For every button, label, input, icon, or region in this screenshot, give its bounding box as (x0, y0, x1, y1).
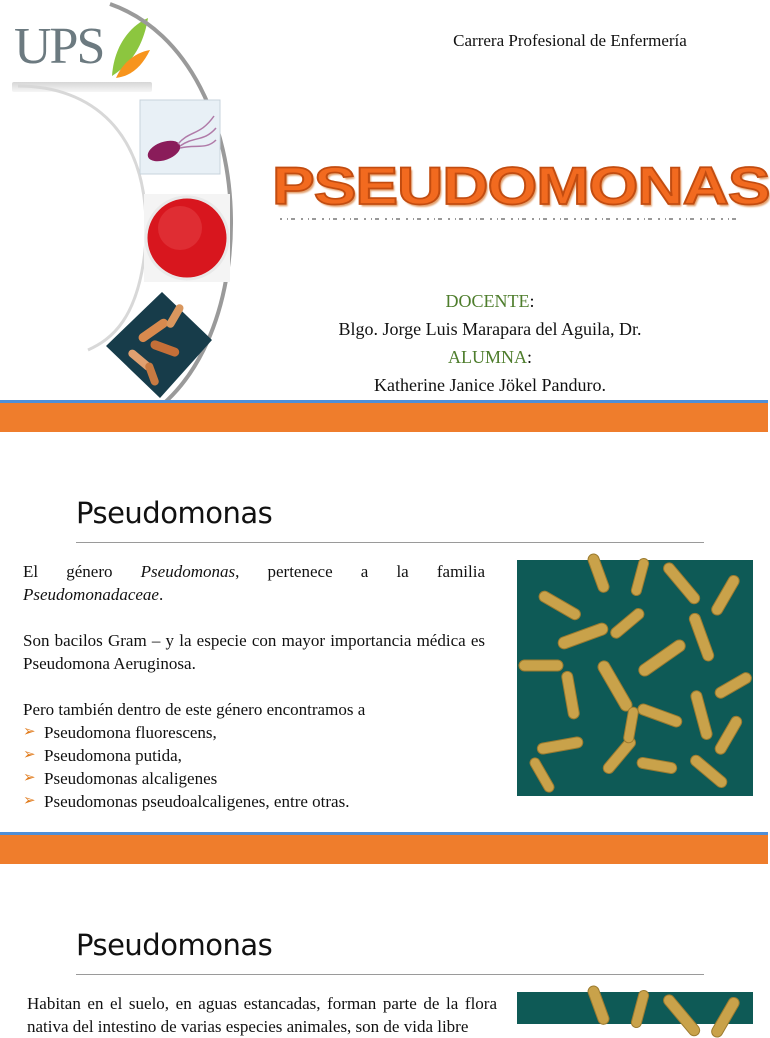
slide-heading: Pseudomonas (76, 928, 273, 962)
arrow-bullet-icon: ➢ (23, 770, 36, 786)
bacterium-flagella-image (140, 100, 220, 174)
list-item: ➢ Pseudomonas alcaligenes (23, 769, 218, 788)
decorative-arc (0, 0, 260, 432)
arrow-bullet-icon: ➢ (23, 747, 36, 763)
slide-heading: Pseudomonas (76, 496, 273, 530)
species-list (23, 721, 485, 813)
paragraph-gram: Son bacilos Gram – y la especie con mayor importancia médica es Pseudomona Aeruginosa. (23, 631, 485, 673)
docente-line: DOCENTE: (445, 291, 535, 311)
list-item: ➢ Pseudomonas pseudoalcaligenes, entre otras. (23, 792, 350, 811)
footer-orange-band (0, 835, 768, 864)
heading-rule (76, 542, 704, 543)
alumna-line: ALUMNA: (447, 347, 532, 367)
pseudomonas-micrograph (517, 560, 753, 796)
list-item: ➢ Pseudomona fluorescens, (23, 723, 217, 742)
alumna-name: Katherine Janice Jökel Panduro. (374, 375, 606, 395)
docente-label: DOCENTE (445, 291, 530, 311)
heading-rule (76, 974, 704, 975)
pseudomonas-micrograph (517, 992, 753, 1024)
paragraph-family: El género Pseudomonas, pertenece a la familia Pseudomonadaceae. (23, 562, 486, 604)
main-title: PSEUDOMONAS (272, 156, 770, 216)
list-item: ➢ Pseudomona putida, (23, 746, 182, 765)
arrow-bullet-icon: ➢ (23, 724, 36, 740)
slide-body (23, 560, 485, 813)
title-underline-decoration (280, 214, 740, 224)
career-label: Carrera Profesional de Enfermería (453, 31, 687, 50)
alumna-label: ALUMNA (447, 347, 527, 367)
slide-body: Habitan en el suelo, en aguas estancadas, forman parte de la flora nativa del intestino de varias especies animales, son de vida libre (27, 994, 497, 1036)
content-slide-1 (0, 432, 768, 864)
petri-dish-image (144, 194, 230, 282)
arrow-bullet-icon: ➢ (23, 793, 36, 809)
bacteria-rods-image (106, 292, 212, 398)
docente-name: Blgo. Jorge Luis Marapara del Aguila, Dr. (338, 319, 642, 339)
content-slide-2 (0, 864, 768, 1036)
title-slide (0, 0, 768, 432)
paragraph-species-intro: Pero también dentro de este género encontramos a (23, 700, 366, 719)
footer-orange-band (0, 403, 768, 432)
logo-text: UPS (14, 18, 104, 75)
